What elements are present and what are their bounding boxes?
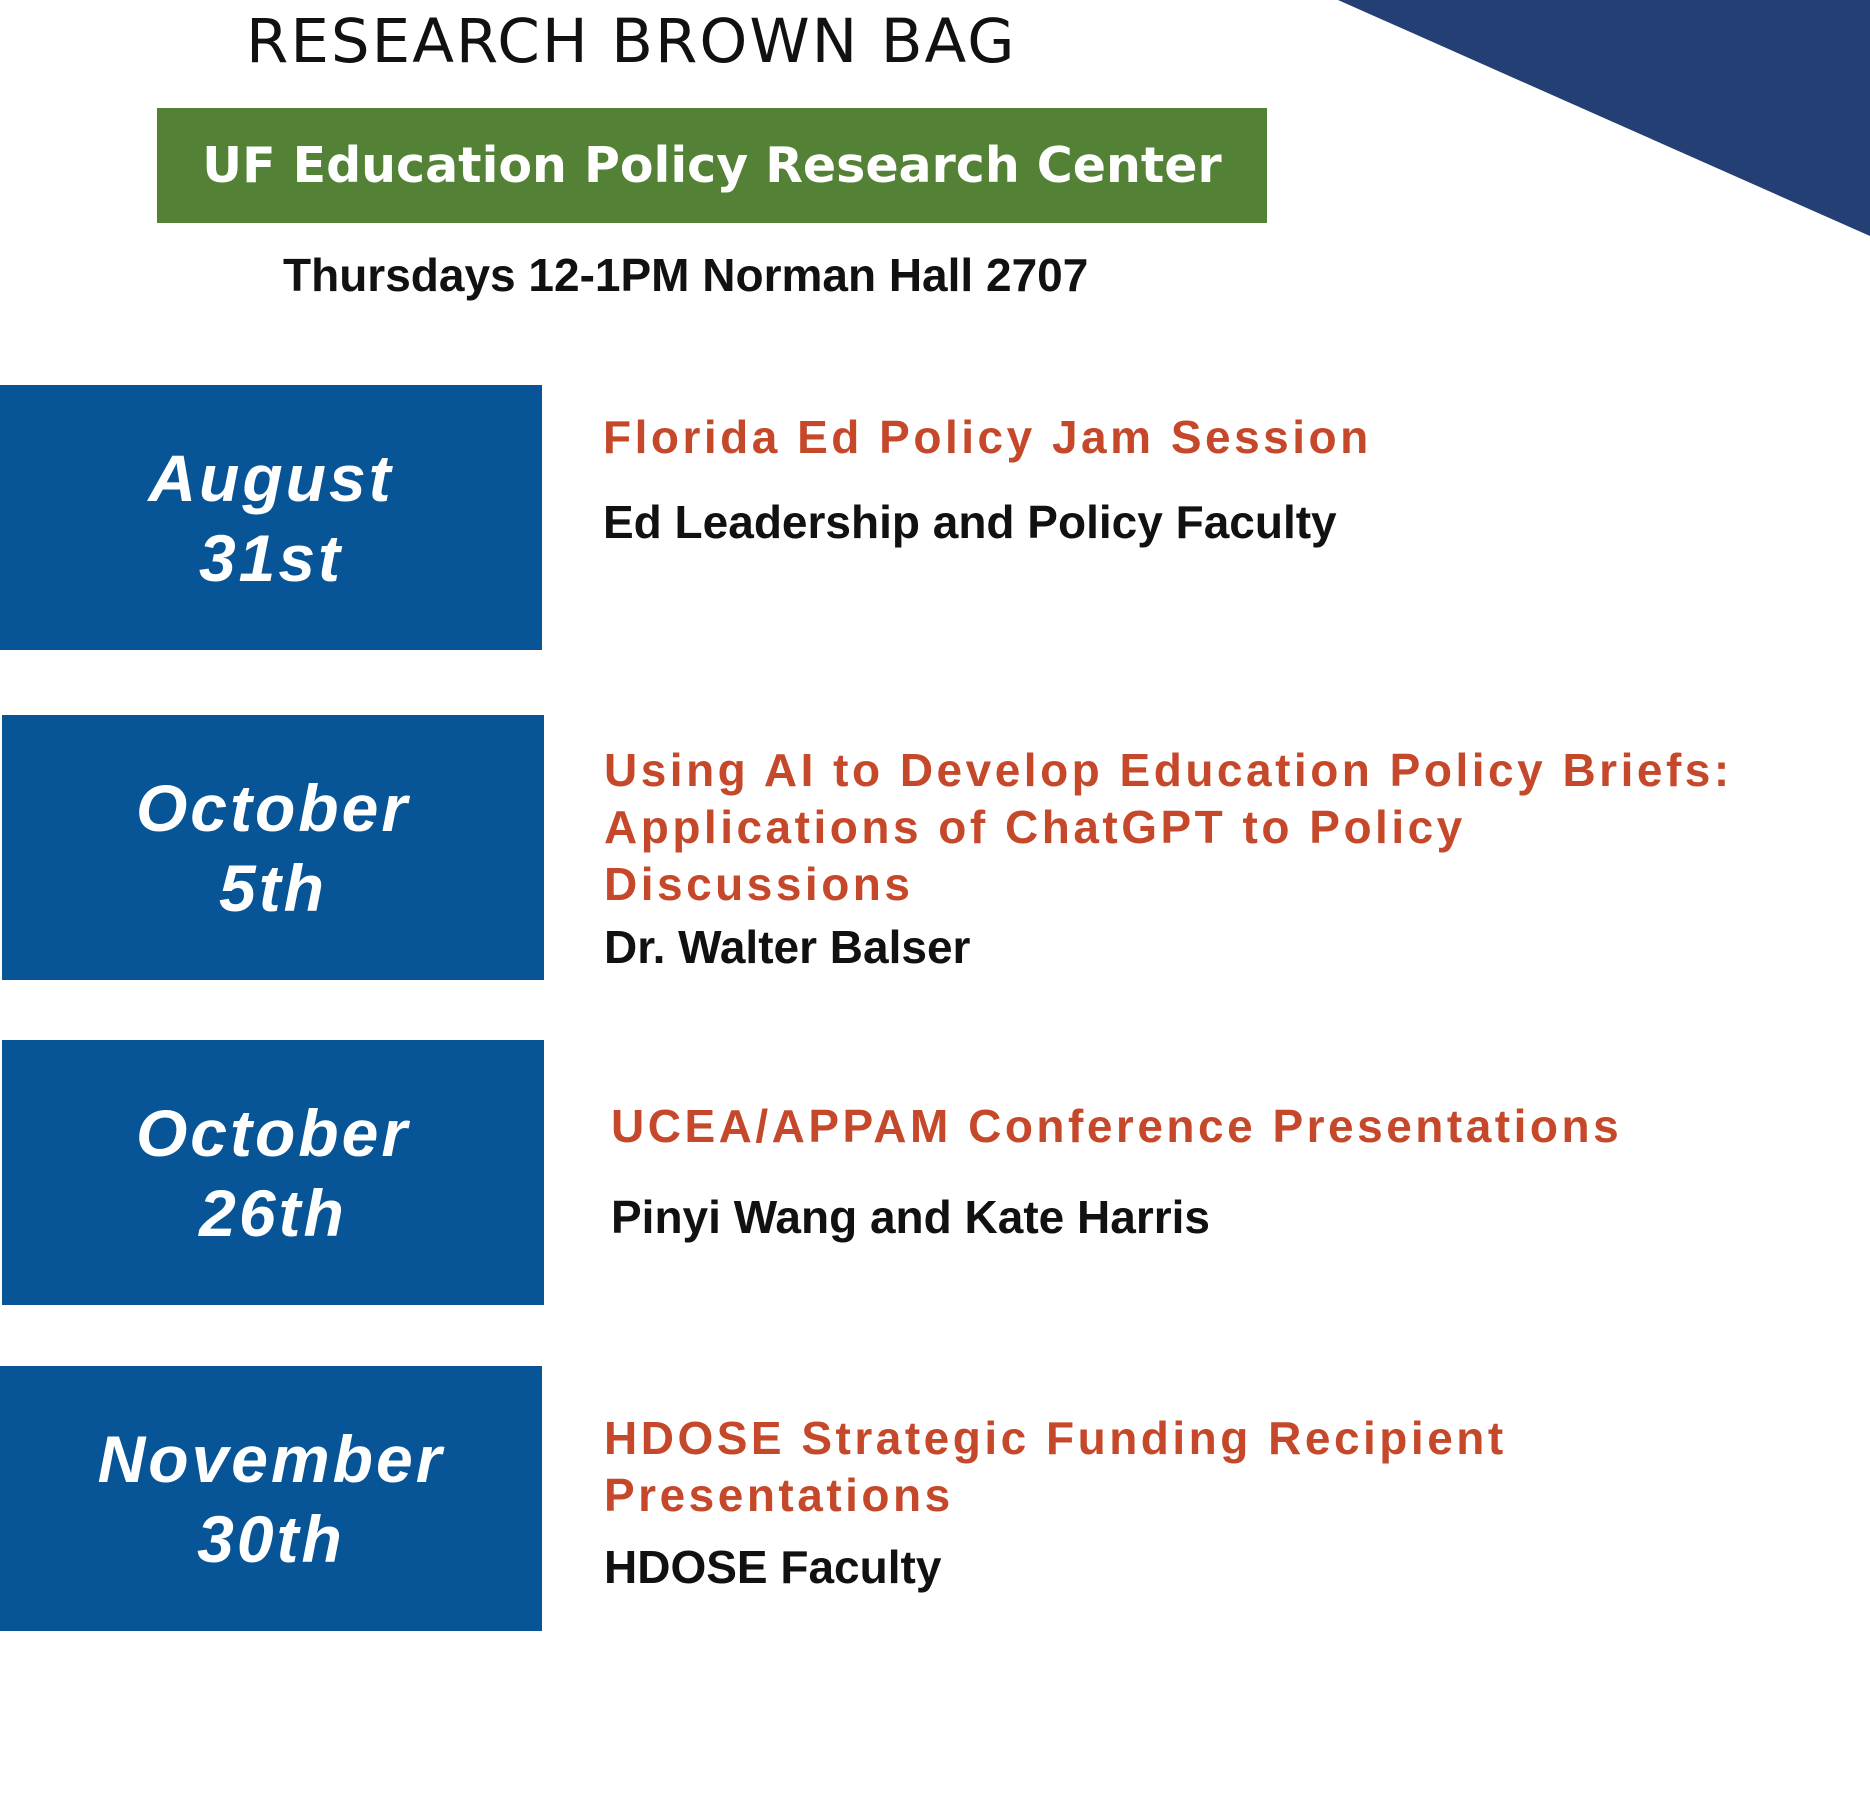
event-date-day: 26th: [199, 1175, 347, 1250]
event-title-line: Applications of ChatGPT to Policy: [604, 801, 1466, 853]
event-date-month: November: [97, 1421, 445, 1496]
schedule-info: Thursdays 12-1PM Norman Hall 2707: [283, 249, 1089, 301]
event-item: [0, 385, 1870, 650]
event-title-line: Using AI to Develop Education Policy Briefs:: [604, 744, 1733, 796]
event-title-line: UCEA/APPAM Conference Presentations: [611, 1100, 1623, 1152]
event-date-box: [2, 1040, 544, 1305]
event-title-line: Presentations: [604, 1469, 954, 1521]
event-speaker: HDOSE Faculty: [604, 1541, 942, 1593]
event-title: [603, 409, 1372, 466]
event-title-line: Discussions: [604, 858, 914, 910]
event-date-day: 31st: [198, 520, 344, 595]
event-title: [604, 742, 1733, 913]
event-title: [604, 1410, 1507, 1524]
event-date-day: 5th: [219, 850, 327, 925]
event-speaker: Ed Leadership and Policy Faculty: [603, 496, 1337, 548]
event-date-box: [0, 1366, 542, 1631]
event-date-box: [0, 385, 542, 650]
event-speaker: Dr. Walter Balser: [604, 921, 971, 973]
event-title-line: Florida Ed Policy Jam Session: [603, 411, 1372, 463]
event-title: [611, 1098, 1622, 1155]
event-date-day: 30th: [197, 1501, 345, 1576]
event-speaker: Pinyi Wang and Kate Harris: [611, 1191, 1210, 1243]
organization-banner: [157, 108, 1267, 223]
event-date-month: August: [148, 440, 394, 515]
event-date-box: [2, 715, 544, 980]
page-title: RESEARCH BROWN BAG: [246, 6, 1017, 77]
event-item: [0, 1366, 1870, 1631]
event-title-line: HDOSE Strategic Funding Recipient: [604, 1412, 1507, 1464]
event-date-month: October: [135, 770, 411, 845]
event-item: [0, 1040, 1870, 1305]
event-item: [0, 715, 1870, 980]
organization-name: UF Education Policy Research Center: [202, 137, 1222, 194]
event-date-month: October: [135, 1095, 411, 1170]
